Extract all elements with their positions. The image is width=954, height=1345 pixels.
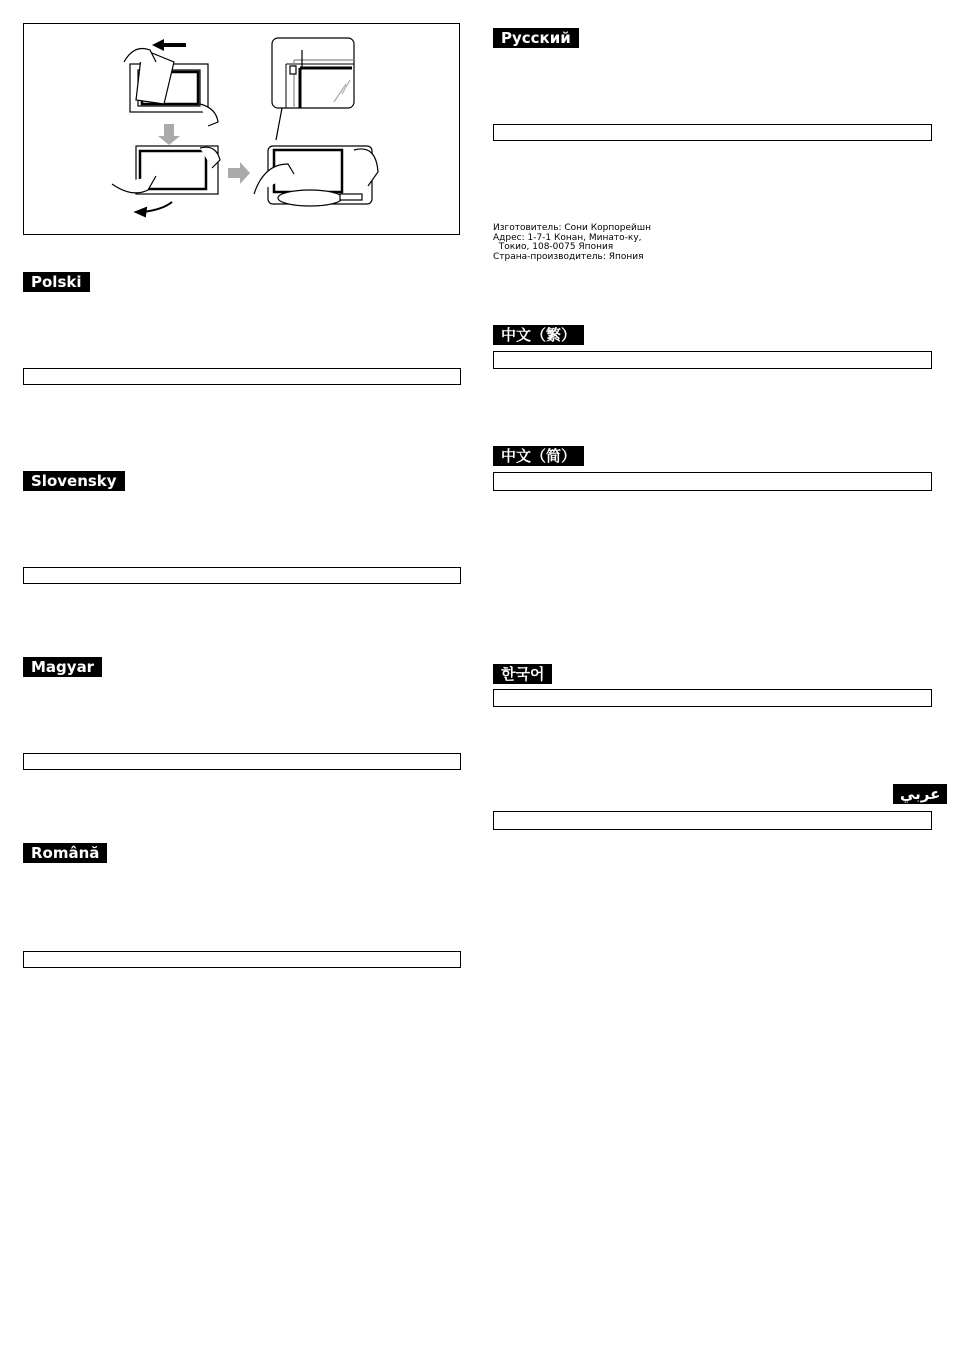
korean-note-box bbox=[493, 689, 932, 707]
arrow-right-icon bbox=[228, 162, 250, 184]
section-label-chinese-simplified: 中文（简） bbox=[493, 446, 584, 466]
address-line: Адрес: 1-7-1 Конан, Минато-ку, bbox=[493, 232, 642, 243]
section-label-arabic: عربي bbox=[893, 784, 947, 804]
slovensky-note-box bbox=[23, 567, 461, 584]
peel-film-icon bbox=[124, 49, 218, 127]
section-label-polski: Polski bbox=[23, 272, 90, 292]
section-label-korean: 한국어 bbox=[493, 664, 552, 684]
section-label-russian: Русский bbox=[493, 28, 579, 48]
arabic-note-box bbox=[493, 811, 932, 830]
section-label-romana: Română bbox=[23, 843, 107, 863]
camera-icon bbox=[254, 146, 378, 206]
section-label-chinese-traditional: 中文（繁） bbox=[493, 325, 584, 345]
arrow-left-icon bbox=[152, 39, 186, 51]
manufacturer-line: Изготовитель: Сони Корпорейшн bbox=[493, 223, 651, 233]
polski-note-box bbox=[23, 368, 461, 385]
address-line-city: Токио, 108-0075 Япония bbox=[493, 242, 614, 252]
chinese-simplified-note-box bbox=[493, 472, 932, 491]
section-label-slovensky: Slovensky bbox=[23, 471, 125, 491]
section-label-magyar: Magyar bbox=[23, 657, 102, 677]
zoom-detail-icon bbox=[272, 38, 354, 140]
screen-protector-diagram bbox=[24, 24, 461, 236]
romana-note-box bbox=[23, 951, 461, 968]
chinese-traditional-note-box bbox=[493, 351, 932, 369]
curved-arrow-icon bbox=[136, 202, 172, 216]
installation-illustration bbox=[23, 23, 460, 235]
manufacturer-info bbox=[493, 224, 651, 262]
apply-film-icon bbox=[112, 146, 220, 194]
magyar-note-box bbox=[23, 753, 461, 770]
country-line: Страна-производитель: Япония bbox=[493, 251, 644, 262]
russian-note-box bbox=[493, 124, 932, 141]
arrow-down-icon bbox=[158, 124, 180, 145]
